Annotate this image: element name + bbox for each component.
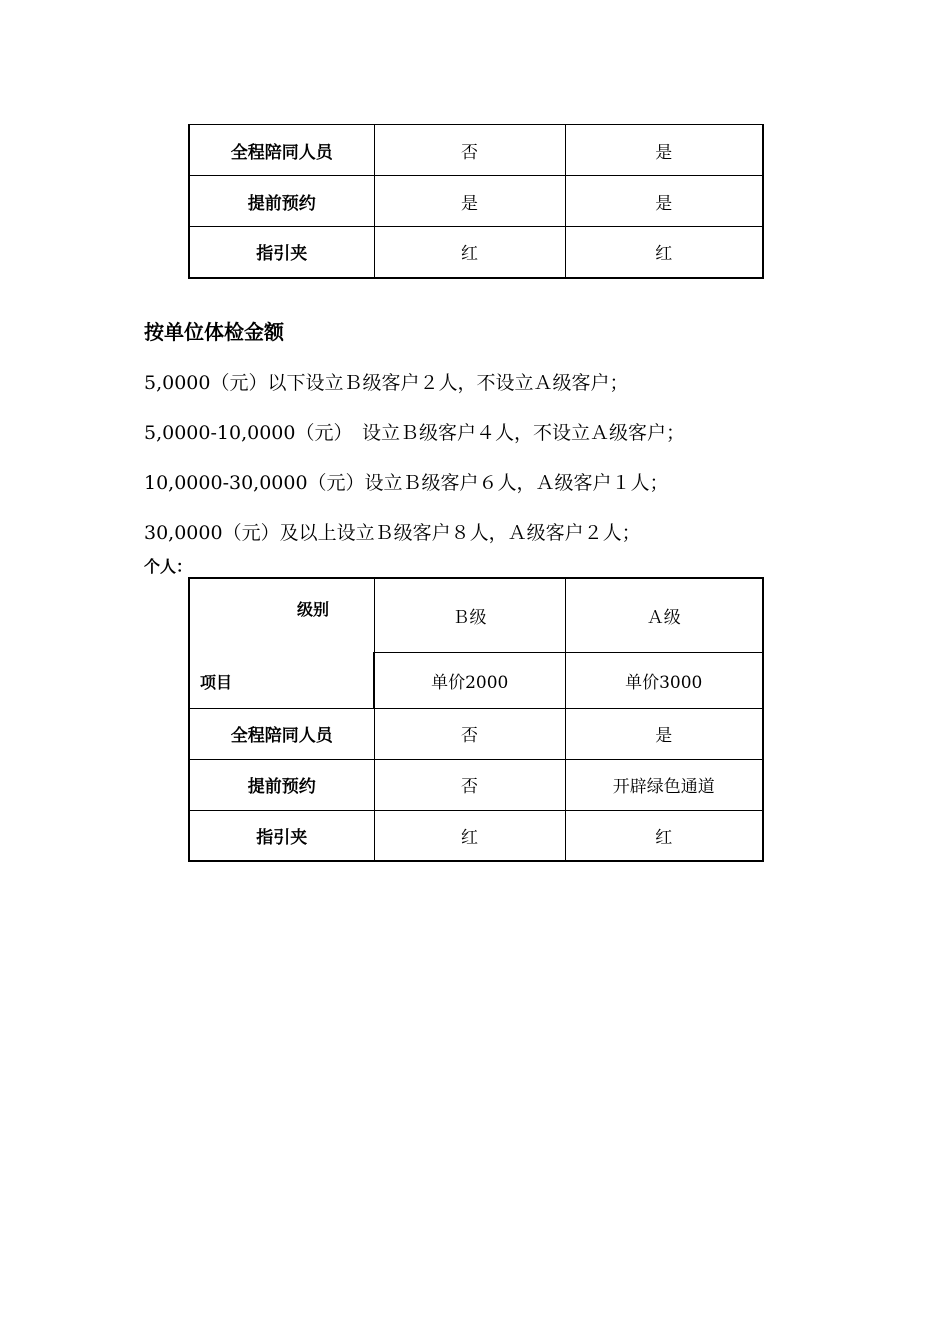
row-label: 全程陪同人员 [189, 125, 374, 176]
diagonal-header-cell [189, 578, 374, 708]
table-row [189, 810, 763, 861]
row-label: 提前预约 [189, 759, 374, 810]
a-level-value: 是 [565, 176, 763, 227]
table-row [189, 176, 763, 227]
header-level: 级别 [296, 600, 329, 620]
table-header-row [189, 578, 763, 652]
row-label: 指引夹 [189, 227, 374, 278]
quota-line-4: 30,0000（元）及以上设立Ｂ级客户８人，Ａ级客户２人； [144, 522, 641, 544]
table-row [189, 708, 763, 759]
col-b-level: Ｂ级 [374, 578, 565, 652]
a-level-value: 是 [565, 125, 763, 176]
quota-line-1: 5,0000（元）以下设立Ｂ级客户２人，不设立Ａ级客户； [144, 372, 629, 394]
quota-line-2: 5,0000-10,0000（元） 设立Ｂ级客户４人，不设立Ａ级客户； [144, 422, 685, 444]
a-level-value: 红 [565, 227, 763, 278]
section-heading: 按单位体检金额 [144, 320, 284, 344]
quota-line-3: 10,0000-30,0000（元）设立Ｂ级客户６人，Ａ级客户１人； [144, 472, 669, 494]
b-level-value: 红 [374, 227, 565, 278]
table-row [189, 759, 763, 810]
col-a-level: Ａ级 [565, 578, 763, 652]
row-label: 指引夹 [189, 810, 374, 861]
personal-service-table [188, 577, 764, 862]
table-row [189, 227, 763, 278]
a-level-value: 红 [565, 810, 763, 861]
price-a: 单价3000 [565, 652, 763, 708]
b-level-value: 是 [374, 176, 565, 227]
row-label: 提前预约 [189, 176, 374, 227]
company-service-table [188, 124, 764, 279]
a-level-value: 是 [565, 708, 763, 759]
a-level-value: 开辟绿色通道 [565, 759, 763, 810]
personal-label: 个人： [144, 557, 193, 576]
row-label: 全程陪同人员 [189, 708, 374, 759]
b-level-value: 否 [374, 125, 565, 176]
header-item: 项目 [200, 673, 233, 693]
b-level-value: 红 [374, 810, 565, 861]
table-row [189, 125, 763, 176]
b-level-value: 否 [374, 759, 565, 810]
price-b: 单价2000 [374, 652, 565, 708]
b-level-value: 否 [374, 708, 565, 759]
